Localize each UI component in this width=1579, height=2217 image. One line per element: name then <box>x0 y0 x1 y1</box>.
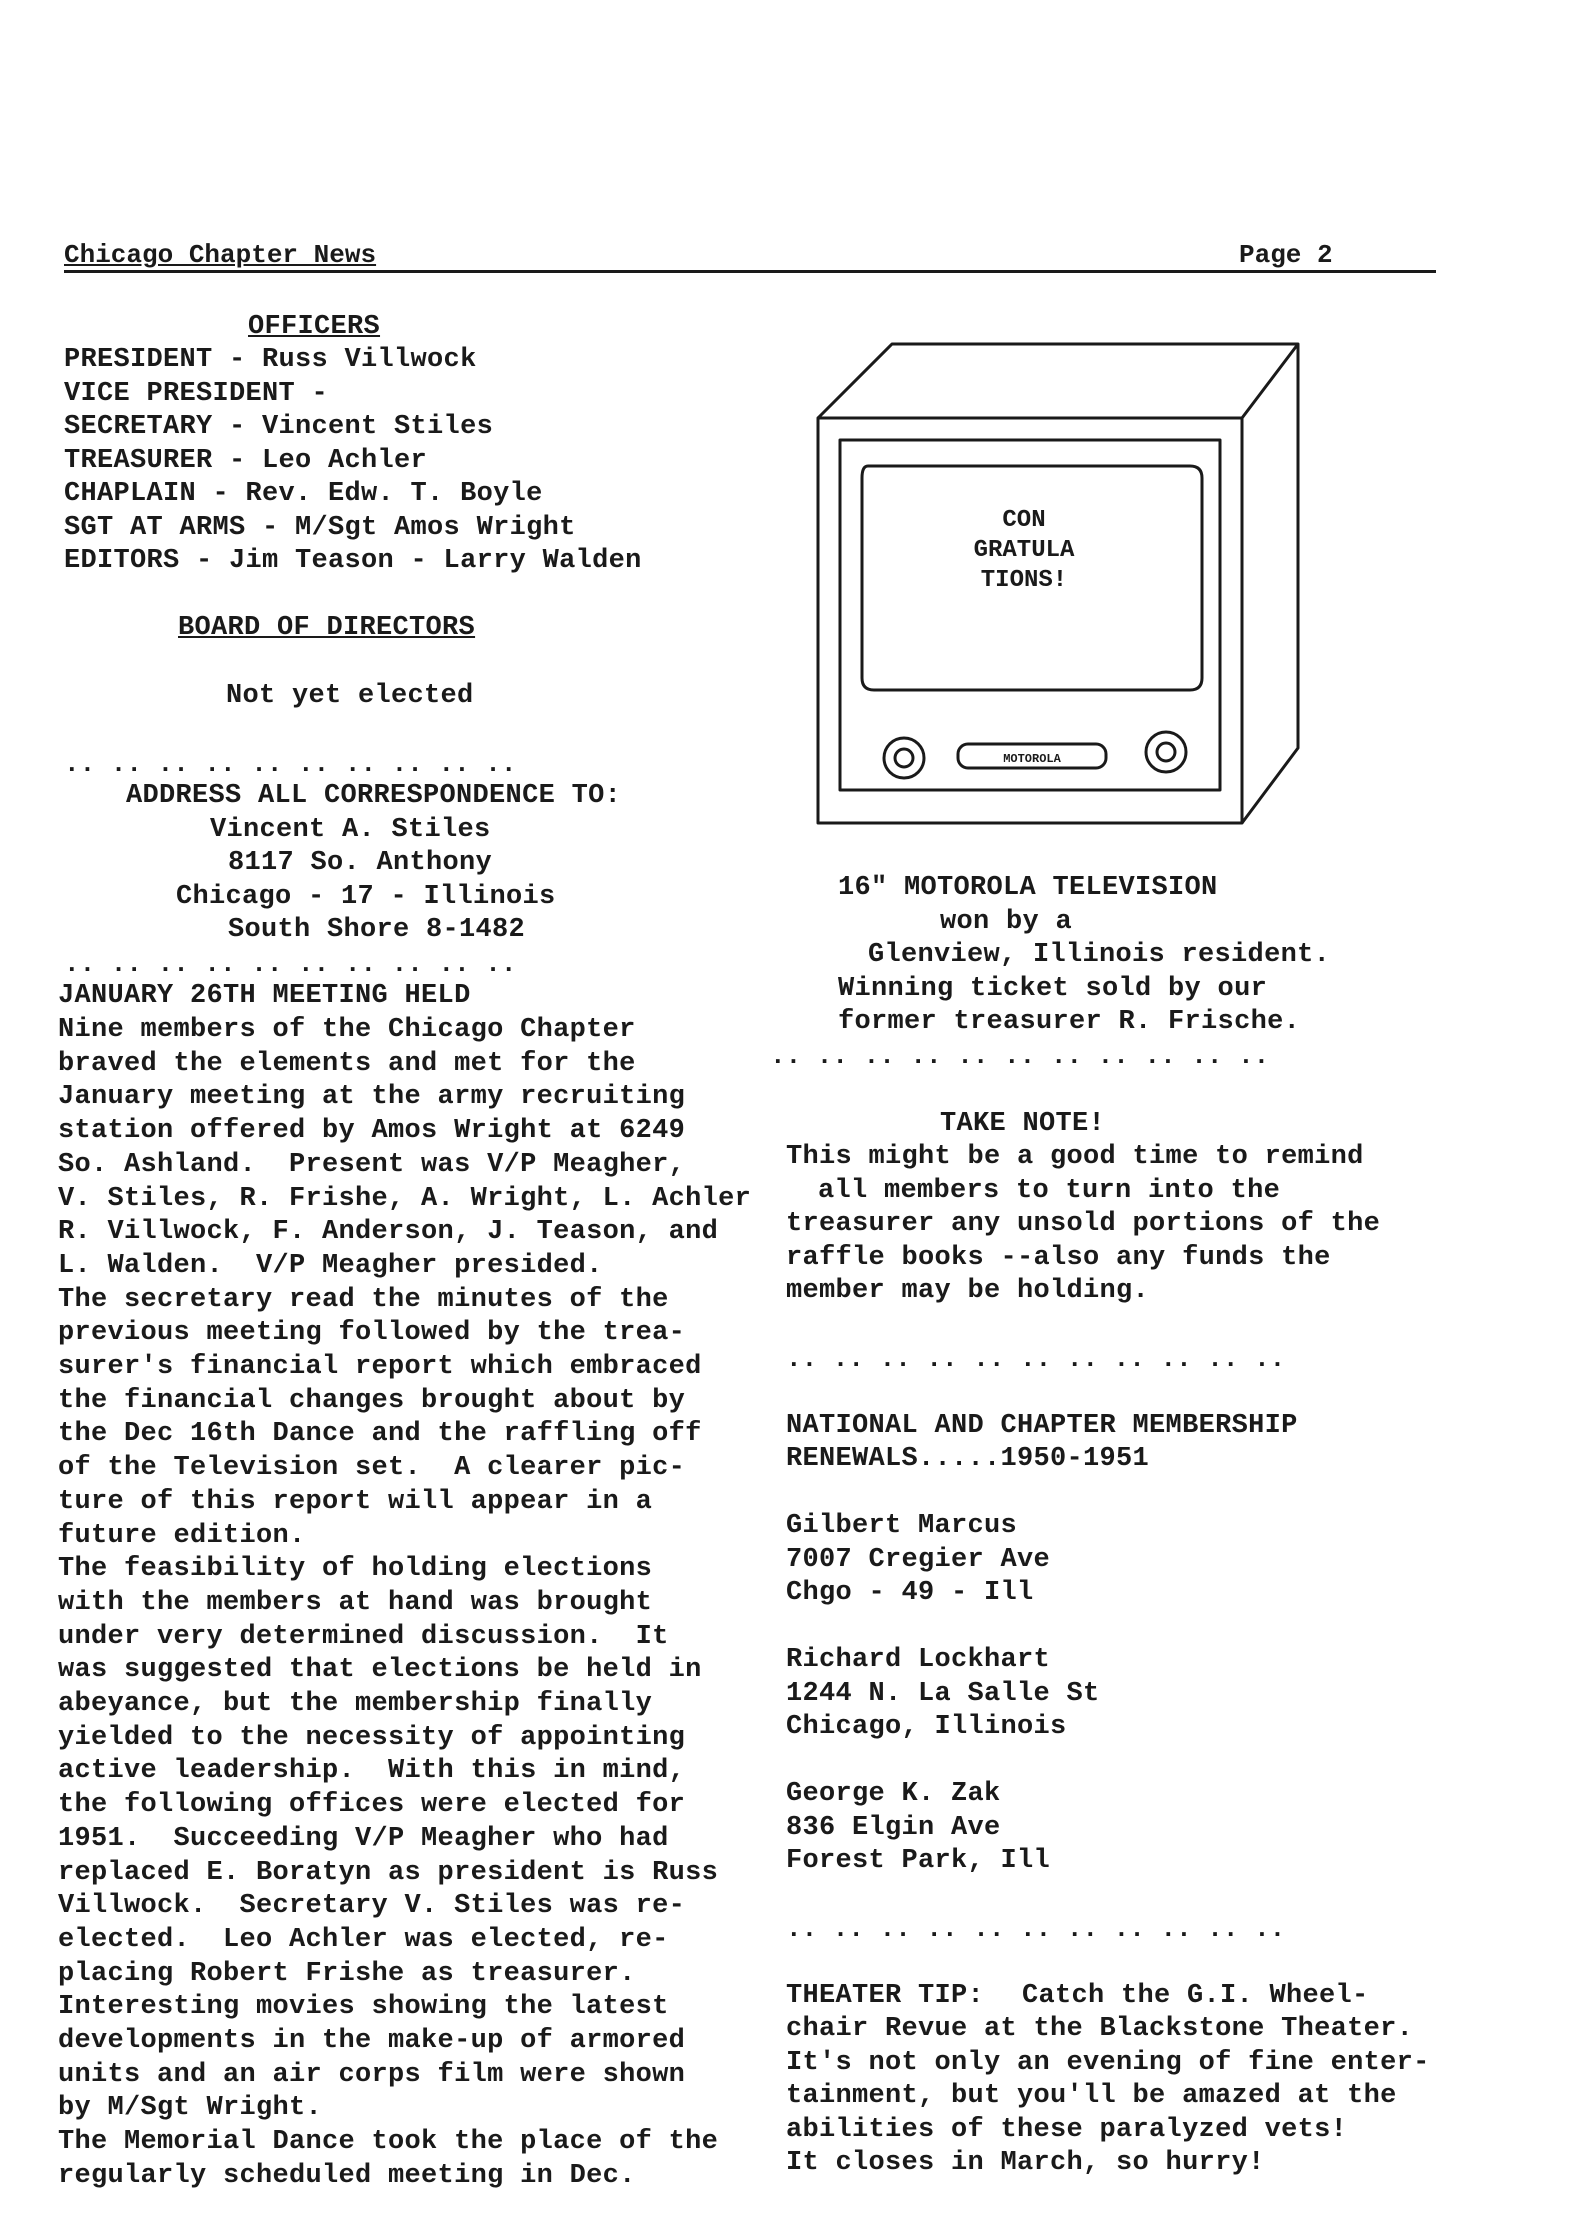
meeting-article-line: active leadership. With this in mind, <box>58 1756 686 1787</box>
member-name: Richard Lockhart <box>786 1645 1051 1675</box>
separator: .. .. .. .. .. .. .. .. .. .. .. <box>786 1914 1286 1944</box>
newsletter-title: Chicago Chapter News <box>64 240 377 270</box>
meeting-article-line: Nine members of the Chicago Chapter <box>58 1015 636 1045</box>
meeting-article-line: units and an air corps film were shown <box>58 2059 686 2090</box>
theater-tip-line: chair Revue at the Blackstone Theater. <box>786 2014 1414 2044</box>
theater-tip-line: tainment, but you'll be amazed at the <box>786 2081 1397 2111</box>
meeting-article-line: abeyance, but the membership finally <box>58 1689 653 1719</box>
member-city: Chgo - 49 - Ill <box>786 1578 1034 1608</box>
theater-tip-line: It's not only an evening of fine enter- <box>786 2048 1430 2078</box>
meeting-article-line: the following offices were elected for <box>58 1790 686 1821</box>
tv-brand-plate: MOTOROLA <box>1003 752 1061 766</box>
officers-heading: OFFICERS <box>248 312 381 342</box>
tv-caption-line: Winning ticket sold by our <box>838 974 1268 1004</box>
meeting-article-line: January meeting at the army recruiting <box>58 1082 686 1113</box>
member-city: Forest Park, Ill <box>786 1846 1051 1876</box>
officer-line: PRESIDENT - Russ Villwock <box>64 345 477 375</box>
meeting-article-line: R. Villwock, F. Anderson, J. Teason, and <box>58 1217 719 1248</box>
television-illustration <box>810 338 1310 838</box>
meeting-article-line: elected. Leo Achler was elected, re- <box>58 1924 669 1955</box>
member-street: 836 Elgin Ave <box>786 1813 1001 1843</box>
meeting-article-line: previous meeting followed by the trea- <box>58 1318 686 1349</box>
take-note-line: This might be a good time to remind <box>786 1142 1364 1172</box>
officer-line: SGT AT ARMS - M/Sgt Amos Wright <box>64 513 576 543</box>
address-line: South Shore 8-1482 <box>228 915 526 945</box>
meeting-article-line: the Dec 16th Dance and the raffling off <box>58 1419 702 1450</box>
page-number: Page 2 <box>1239 240 1333 270</box>
address-line: 8117 So. Anthony <box>228 848 493 878</box>
member-street: 7007 Cregier Ave <box>786 1545 1051 1575</box>
take-note-line: raffle books --also any funds the <box>786 1243 1331 1273</box>
meeting-article-line: yielded to the necessity of appointing <box>58 1722 686 1753</box>
meeting-article-line: the financial changes brought about by <box>58 1385 686 1416</box>
theater-tip-label: THEATER TIP: <box>786 1981 985 2011</box>
separator: .. .. .. .. .. .. .. .. .. .. <box>64 949 517 979</box>
theater-tip-line: It closes in March, so hurry! <box>786 2148 1265 2178</box>
meeting-article-line: Villwock. Secretary V. Stiles was re- <box>58 1891 686 1922</box>
tv-caption-line: 16" MOTOROLA TELEVISION <box>838 873 1218 903</box>
meeting-article-line: 1951. Succeeding V/P Meagher who had <box>58 1823 669 1854</box>
meeting-heading: JANUARY 26TH MEETING HELD <box>58 981 471 1011</box>
header-rule <box>64 270 1436 273</box>
meeting-article-line: under very determined discussion. It <box>58 1621 669 1652</box>
meeting-article-line: surer's financial report which embraced <box>58 1352 702 1382</box>
meeting-article-line: was suggested that elections be held in <box>58 1655 702 1686</box>
tv-caption-line: Glenview, Illinois resident. <box>868 940 1331 970</box>
meeting-article-line: future edition. <box>58 1520 306 1551</box>
officer-line: SECRETARY - Vincent Stiles <box>64 412 494 442</box>
board-heading: BOARD OF DIRECTORS <box>178 613 476 643</box>
screen-text-line: CON <box>1002 507 1046 534</box>
address-heading: ADDRESS ALL CORRESPONDENCE TO: <box>126 781 622 811</box>
meeting-article-line: braved the elements and met for the <box>58 1048 636 1079</box>
meeting-article-line: The feasibility of holding elections <box>58 1554 653 1585</box>
member-street: 1244 N. La Salle St <box>786 1679 1100 1709</box>
meeting-article-line: L. Walden. V/P Meagher presided. <box>58 1250 603 1281</box>
address-line: Vincent A. Stiles <box>210 815 491 845</box>
take-note-line: treasurer any unsold portions of the <box>786 1209 1381 1239</box>
member-name: Gilbert Marcus <box>786 1511 1018 1541</box>
member-name: George K. Zak <box>786 1779 1001 1809</box>
officer-line: TREASURER - Leo Achler <box>64 446 428 476</box>
meeting-article-line: The Memorial Dance took the place of the <box>58 2127 719 2158</box>
member-city: Chicago, Illinois <box>786 1712 1067 1742</box>
meeting-article-line: by M/Sgt Wright. <box>58 2093 323 2124</box>
meeting-article-line: station offered by Amos Wright at 6249 <box>58 1116 686 1147</box>
separator: .. .. .. .. .. .. .. .. .. .. <box>64 749 517 779</box>
meeting-article-line: Interesting movies showing the latest <box>58 1992 669 2023</box>
meeting-article-line: replaced E. Boratyn as president is Russ <box>58 1857 719 1888</box>
renewals-heading: RENEWALS.....1950-1951 <box>786 1444 1150 1474</box>
meeting-article-line: V. Stiles, R. Frishe, A. Wright, L. Achler <box>58 1183 752 1214</box>
meeting-article-line: placing Robert Frishe as treasurer. <box>58 1958 636 1989</box>
meeting-article-line: ture of this report will appear in a <box>58 1486 653 1517</box>
theater-tip-line: abilities of these paralyzed vets! <box>786 2115 1348 2145</box>
officer-line: CHAPLAIN - Rev. Edw. T. Boyle <box>64 479 543 509</box>
take-note-line: member may be holding. <box>786 1276 1150 1306</box>
meeting-article-line: So. Ashland. Present was V/P Meagher, <box>58 1149 686 1180</box>
board-status: Not yet elected <box>226 681 474 711</box>
officer-line: VICE PRESIDENT - <box>64 379 329 409</box>
separator: .. .. .. .. .. .. .. .. .. .. .. <box>770 1041 1270 1071</box>
tv-caption-line: won by a <box>940 907 1073 937</box>
meeting-article-line: regularly scheduled meeting in Dec. <box>58 2160 636 2191</box>
separator: .. .. .. .. .. .. .. .. .. .. .. <box>786 1344 1286 1374</box>
officer-line: EDITORS - Jim Teason - Larry Walden <box>64 546 642 576</box>
meeting-article-line: of the Television set. A clearer pic- <box>58 1453 686 1484</box>
meeting-article-line: The secretary read the minutes of the <box>58 1284 669 1315</box>
renewals-heading: NATIONAL AND CHAPTER MEMBERSHIP <box>786 1411 1298 1441</box>
address-line: Chicago - 17 - Illinois <box>176 882 556 912</box>
meeting-article-line: developments in the make-up of armored <box>58 2026 686 2056</box>
meeting-article-line: with the members at hand was brought <box>58 1587 653 1618</box>
screen-text-line: TIONS! <box>980 567 1068 594</box>
tv-caption-line: former treasurer R. Frische. <box>838 1007 1301 1037</box>
take-note-heading: TAKE NOTE! <box>940 1109 1106 1139</box>
screen-text-line: GRATULA <box>973 537 1075 564</box>
theater-tip-line: Catch the G.I. Wheel- <box>1022 1981 1369 2011</box>
take-note-line: all members to turn into the <box>818 1176 1281 1206</box>
